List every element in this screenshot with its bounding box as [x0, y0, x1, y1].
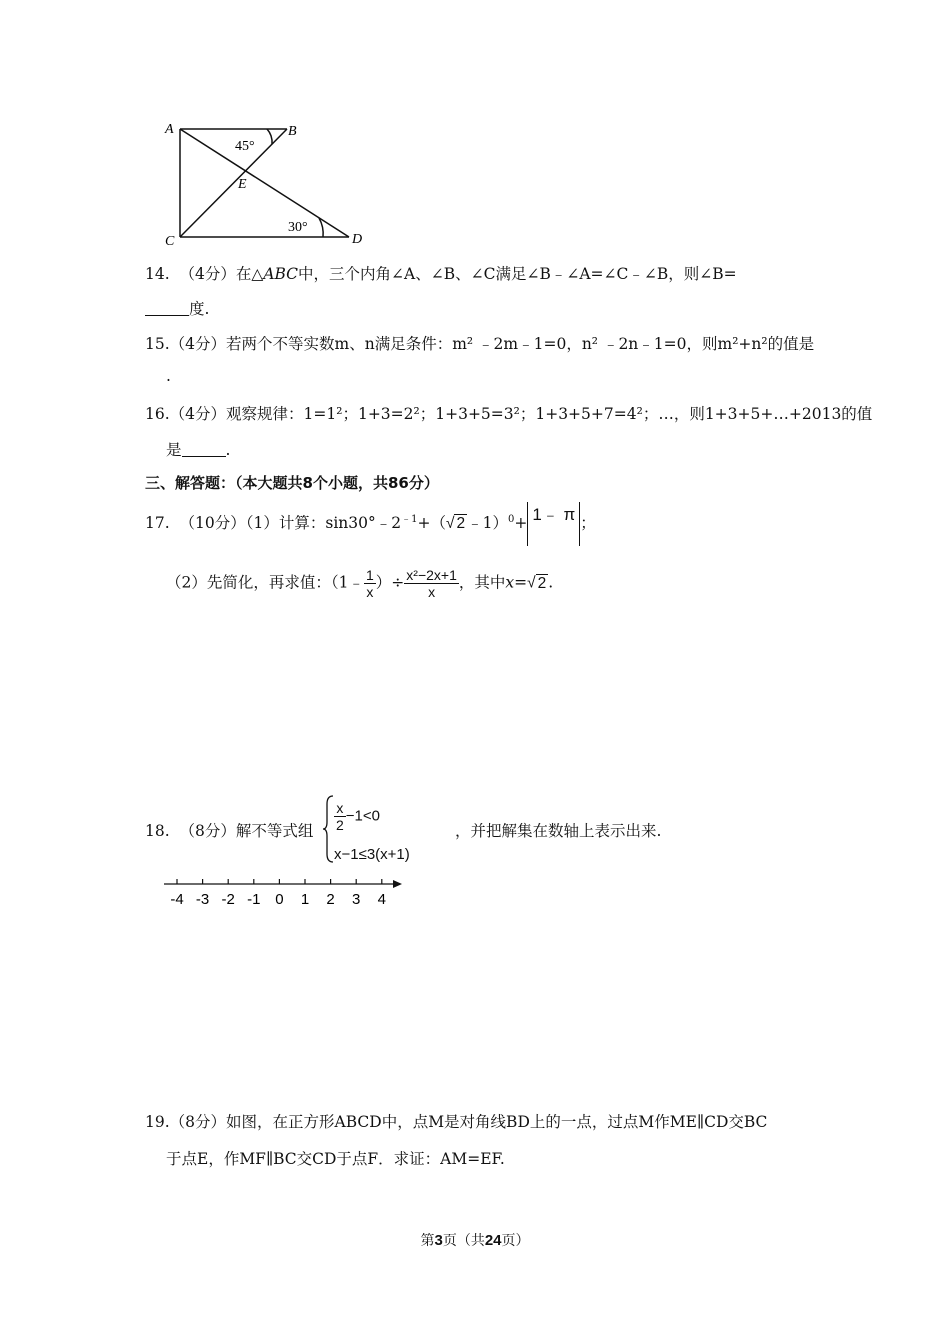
part1-text-c: ﹣1） — [467, 514, 508, 532]
inequality-1-rest: −1<0 — [345, 807, 381, 825]
page-number: 3 — [434, 1232, 443, 1249]
tick-label: 1 — [300, 891, 310, 908]
question-19 — [145, 1110, 767, 1132]
angle-arc-b — [267, 129, 272, 144]
system-brace — [322, 794, 334, 864]
part1-end: ； — [580, 514, 596, 532]
part2-text: （2）先简化，再求值：（1﹣ — [166, 573, 364, 592]
tick-label: -4 — [170, 891, 184, 908]
sqrt-two: √ 2 — [527, 574, 547, 592]
question-number: 19. — [145, 1113, 170, 1131]
footer-post: 页） — [501, 1233, 530, 1249]
question-score: （8分） — [179, 822, 236, 840]
tick-label: -1 — [247, 891, 261, 908]
question-number: 16. — [145, 405, 170, 423]
page-total: 24 — [484, 1232, 502, 1249]
label-b: B — [288, 124, 297, 139]
tick-label: 4 — [377, 891, 386, 908]
question-tail: 度. — [189, 300, 210, 318]
inequality-2: x−1≤3(x+1) — [334, 846, 410, 863]
question-18-tail: ，并把解集在数轴上表示出来. — [455, 822, 662, 840]
label-a: A — [165, 122, 174, 137]
tick-label: -3 — [195, 891, 210, 908]
page-footer — [0, 1230, 950, 1250]
number-line — [162, 874, 407, 910]
x-equals: x= — [505, 573, 528, 592]
tick-marks — [170, 879, 386, 908]
segment-ad — [180, 129, 349, 237]
label-e: E — [238, 177, 247, 192]
part2-text-c: ，其中 — [458, 573, 506, 592]
question-15-tail — [166, 367, 171, 385]
angle-30-label: 30° — [288, 220, 308, 235]
question-17-part-1 — [145, 502, 596, 546]
answer-blank[interactable] — [182, 442, 226, 457]
fraction-one-over-x: $\frac{1}{x}$ — [365, 567, 374, 600]
question-score: （10分） — [179, 514, 246, 532]
question-14 — [145, 262, 737, 284]
question-text: 如图，在正方形ABCD中，点M是对角线BD上的一点，过点M作ME∥CD交BC — [226, 1113, 768, 1131]
label-d: D — [352, 232, 363, 247]
question-number: 14. — [145, 265, 170, 283]
footer-mid: 页（共 — [442, 1233, 485, 1249]
label-c: C — [165, 234, 175, 249]
question-score: （8分） — [169, 1113, 227, 1131]
question-14-answer-line — [145, 297, 209, 319]
question-tail: 是 — [166, 441, 182, 459]
geometry-figure — [155, 115, 375, 250]
part2-text-b: ）÷ — [375, 573, 405, 592]
segment-cb — [180, 129, 287, 237]
question-text: 解不等式组 — [235, 822, 314, 840]
exponent-neg-one: ﹣1 — [401, 513, 418, 525]
sqrt-expression: √ 2 — [445, 515, 466, 532]
question-19-line-2: 于点E，作MF∥BC交CD于点F．求证：AM=EF. — [166, 1150, 505, 1168]
question-tail-end: . — [225, 441, 231, 459]
part1-text: （1）计算：sin30°﹣2 — [245, 514, 402, 532]
tick-label: -2 — [221, 891, 235, 908]
inequality-1 — [334, 800, 380, 833]
section-title: 三、解答题：（本大题共8个小题，共86分） — [145, 474, 439, 492]
question-text: 观察规律：1=1²；1+3=2²；1+3+5=3²；1+3+5+7=4²；…，则1+3+5+…+2013的值 — [226, 405, 873, 423]
footer-pre: 第 — [420, 1233, 435, 1249]
question-tail: . — [166, 367, 171, 385]
tick-label: 3 — [352, 891, 361, 908]
question-text-cont: 中，三个内角∠A、∠B、∠C满足∠B﹣∠A=∠C﹣∠B，则∠B= — [298, 265, 737, 283]
exponent-zero: 0 — [507, 513, 515, 525]
question-score: （4分） — [169, 335, 227, 353]
angle-45-label: 45° — [235, 139, 255, 154]
question-number: 15. — [145, 335, 170, 353]
question-score: （4分） — [179, 265, 236, 283]
question-16-answer-line — [166, 438, 230, 460]
question-16 — [145, 402, 872, 424]
absolute-value: 1﹣ π — [527, 502, 580, 546]
arrow-icon — [393, 880, 402, 888]
triangle-name: ABC — [263, 265, 299, 283]
question-text: 在△ — [235, 265, 264, 283]
plus-sign: + — [514, 514, 528, 532]
question-text: 若两个不等实数m、n满足条件：m² ﹣2m﹣1=0，n² ﹣2n﹣1=0，则m²+n²的值是 — [226, 335, 815, 353]
part1-text-b: +（ — [417, 514, 446, 532]
question-15 — [145, 332, 814, 354]
answer-blank[interactable] — [145, 301, 189, 316]
tick-label: 0 — [275, 891, 284, 908]
question-score: （4分） — [169, 405, 227, 423]
question-17-part-2 — [166, 567, 553, 600]
part2-end: . — [548, 573, 554, 592]
question-18-lead — [145, 819, 313, 841]
fraction-polynomial: $\frac{\text{x²−2x+1}}{x}$ — [406, 567, 457, 600]
fraction-x-over-2: $\frac{x}{2}$ — [336, 800, 344, 833]
question-number: 18. — [145, 822, 170, 840]
tick-label: 2 — [326, 891, 335, 908]
question-number: 17. — [145, 514, 170, 532]
